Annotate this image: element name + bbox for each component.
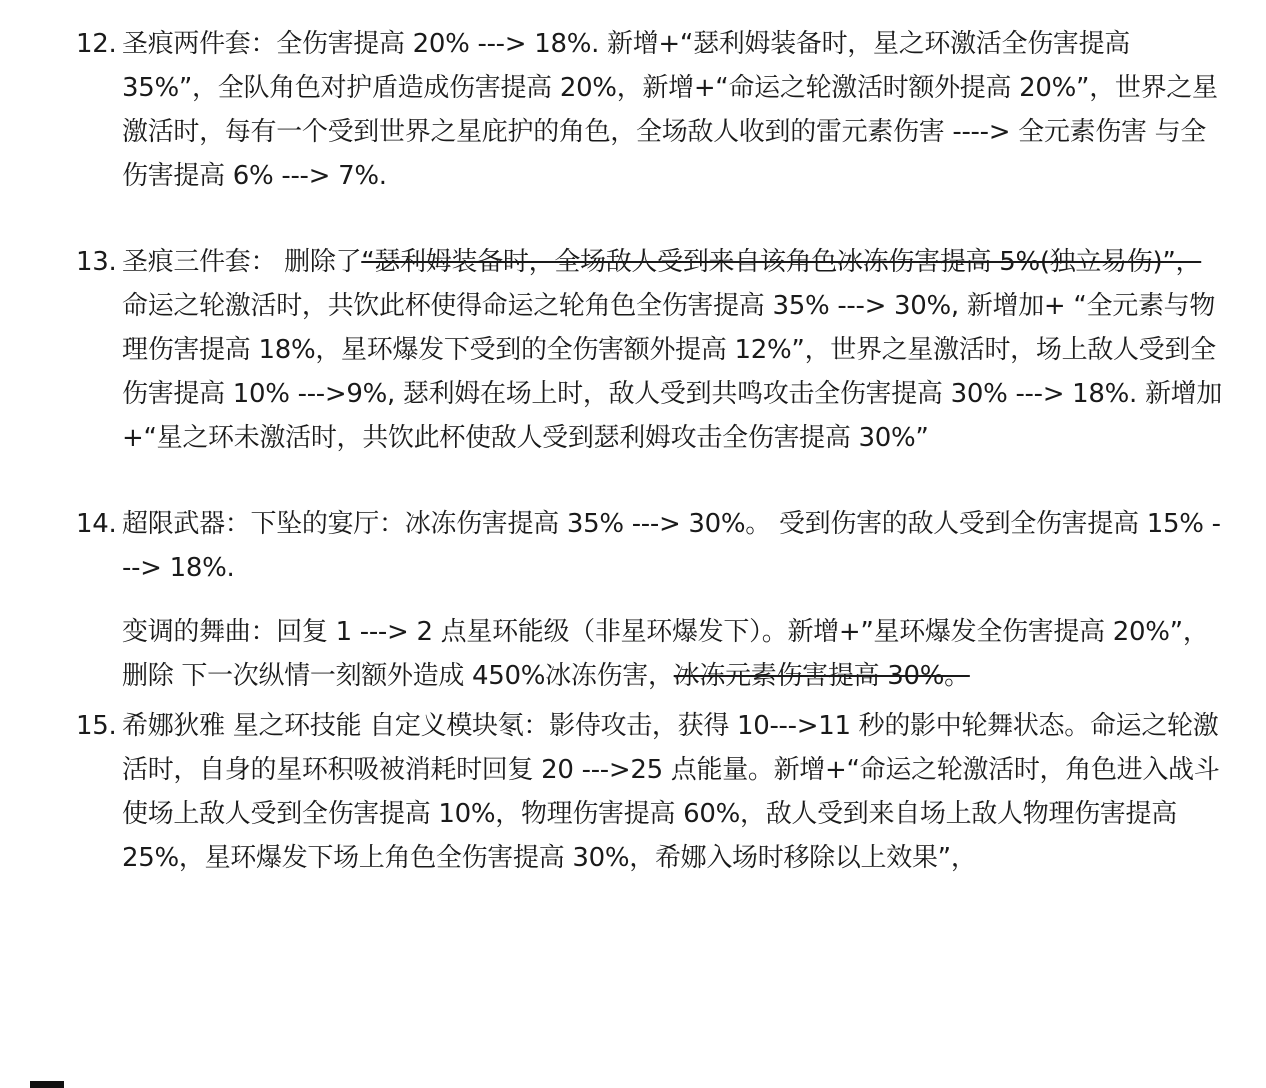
deleted-text: “瑟利姆装备时，全场敌人受到来自该角色冰冻伤害提高 5%(独立易伤)”， [361,247,1202,277]
list-item-number: 14. [76,509,117,539]
item-text: 变调的舞曲：回复 1 ---> 2 点星环能级（非星环爆发下）。新增+”星环爆发全伤害提高 20%”， 删除 下一次纵情一刻额外造成 450%冰冻伤害， [122,617,1209,691]
item-text: 希娜狄雅 星之环技能 自定义模块氡：影侍攻击，获得 10--->11 秒的影中轮舞状态。命运之轮激活时，自身的星环积吸被消耗时回复 20 --->25 点能量。新增+“命运之轮激活时，角色进入战斗使场上敌人受到全伤害提高 10%，物理伤害提高 60%，敌人受到来自场上敌人物理伤害提高 25%，星环爆发下场上角色全伤害提高 30%，希娜入场时移除以上效果”， [122,711,1220,873]
list-item-15 [0,704,1266,880]
item-text: 圣痕三件套： 删除了 [122,247,362,277]
item-text: 命运之轮激活时，共饮此杯使得命运之轮角色全伤害提高 35% ---> 30%, 新增加+ “全元素与物理伤害提高 18%，星环爆发下受到的全伤害额外提高 12%”，世界之星激活时，场上敌人受到全伤害提高 10% --->9%, 瑟利姆在场上时，敌人受到共鸣攻击全伤害提高 30% ---> 18%. 新增加+“星之环未激活时，共饮此杯使敌人受到瑟利姆攻击全伤害提高 30%” [122,291,1223,453]
page-corner-mark [30,1081,64,1088]
deleted-text: 冰冻元素伤害提高 30%。 [673,661,970,691]
list-item-14 [0,502,1266,590]
list-item-14-subparagraph [0,610,1266,698]
list-item-number: 13. [76,247,117,277]
item-text: 超限武器：下坠的宴厅：冰冻伤害提高 35% ---> 30%。 受到伤害的敌人受到全伤害提高 15% ---> 18%. [122,509,1221,583]
list-item-number: 15. [76,711,117,741]
list-item-13 [0,240,1266,460]
list-item-number: 12. [76,29,117,59]
list-item-12 [0,22,1266,198]
item-text: 圣痕两件套：全伤害提高 20% ---> 18%. 新增+“瑟利姆装备时，星之环激活全伤害提高 35%”，全队角色对护盾造成伤害提高 20%，新增+“命运之轮激活时额外提高 20%”，世界之星激活时，每有一个受到世界之星庇护的角色，全场敌人收到的雷元素伤害 ----> 全元素伤害 与全伤害提高 6% ---> 7%. [122,29,1218,191]
